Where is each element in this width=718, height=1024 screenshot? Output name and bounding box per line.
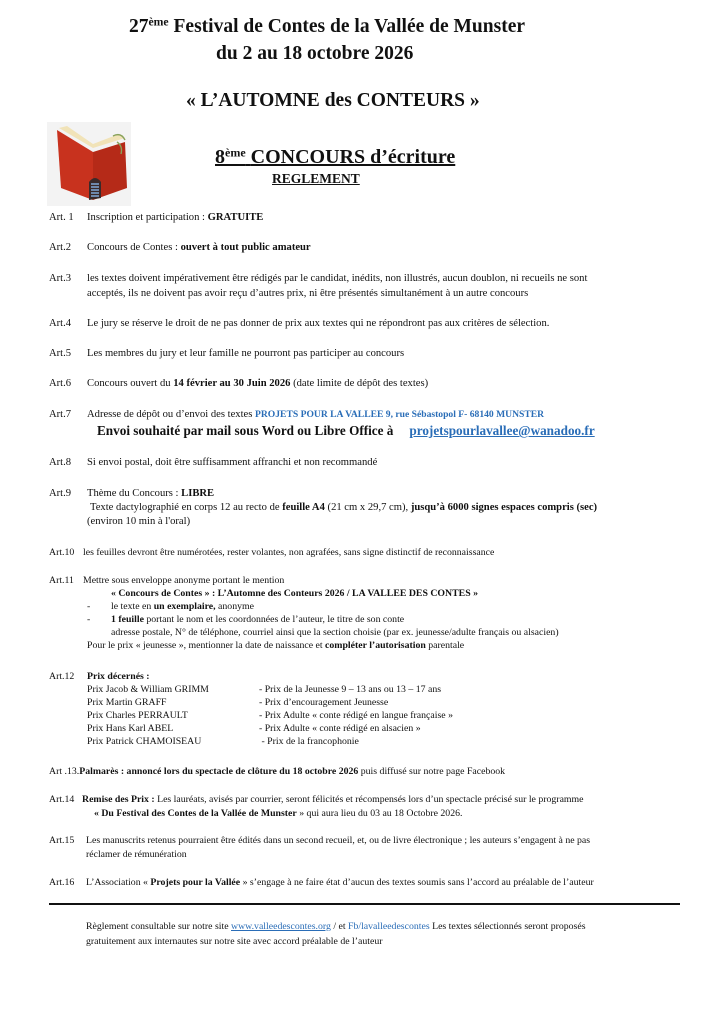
article-number: Art.15 xyxy=(49,835,75,846)
article-text: Pour le prix « jeunesse », mentionner la date de naissance et xyxy=(87,640,326,651)
postal-address: PROJETS POUR LA VALLEE 9, rue Sébastopol F- 68140 MUNSTER xyxy=(255,409,545,420)
prize-description: - Prix de la Jeunesse 9 – 13 ans ou 13 – 17 ans xyxy=(259,684,442,695)
article-number: Art.2 xyxy=(49,242,72,253)
contest-number: 8 xyxy=(215,146,225,168)
article-text: Si envoi postal, doit être suffisamment affranchi et non recommandé xyxy=(87,457,378,468)
prize-name: Prix Jacob & William GRIMM xyxy=(87,684,209,695)
prizes-title: Prix décernés : xyxy=(87,671,150,682)
edition-number: 27 xyxy=(129,16,149,37)
article-number: Art.14 xyxy=(49,794,75,805)
contest-title xyxy=(215,146,455,169)
article-13 xyxy=(49,765,709,780)
article-text: réclamer de rémunération xyxy=(86,849,187,860)
article-text: » s’engage à ne faire état d’aucun des textes soumis sans l’accord au préalable de l’auteur xyxy=(240,877,594,888)
article-number: Art.5 xyxy=(49,348,72,359)
article-number: Art. 1 xyxy=(49,212,74,223)
article-text: Les manuscrits retenus pourraient être édités dans un second recueil, et, ou de livre électronique ; les auteurs s’engagent à ne pas xyxy=(86,835,591,846)
article-number: Art.11 xyxy=(49,575,74,586)
contest-suffix: ème xyxy=(225,145,246,160)
article-text: Thème du Concours : xyxy=(87,488,182,499)
article-text: Texte dactylographié en corps 12 au recto de xyxy=(90,502,283,513)
article-text: Les membres du jury et leur famille ne pourront pas participer au concours xyxy=(87,348,405,359)
prize-description: - Prix d’encouragement Jeunesse xyxy=(259,697,389,708)
reglement-heading: REGLEMENT xyxy=(272,171,360,186)
article-text: » qui aura lieu du 03 au 18 Octobre 2026. xyxy=(296,808,463,819)
facebook-link[interactable]: Fb/lavalleedescontes xyxy=(348,921,430,932)
festival-title xyxy=(129,16,525,38)
article-number: Art.12 xyxy=(49,671,75,682)
article-number: Art .13. xyxy=(49,766,80,777)
article-number: Art.10 xyxy=(49,547,75,558)
bullet-dash: - xyxy=(87,601,91,612)
article-number: Art.3 xyxy=(49,273,72,284)
article-bold: 1 feuille xyxy=(111,614,144,625)
article-text: les textes doivent impérativement être rédigés par le candidat, inédits, non illustrés, aucun doublon, ni recueils ne sont xyxy=(87,273,588,284)
article-text: adresse postale, N° de téléphone, courriel ainsi que la section choisie (par ex. jeunesse/adulte français ou alsacien) xyxy=(111,627,559,638)
prize-description: - Prix Adulte « conte rédigé en langue française » xyxy=(259,710,453,721)
footer-note xyxy=(86,920,686,949)
footer-text: gratuitement aux internautes sur notre site avec accord préalable de l’auteur xyxy=(86,935,383,947)
footer-text: Les textes sélectionnés seront proposés xyxy=(429,921,586,932)
article-text: (date limite de dépôt des textes) xyxy=(290,378,429,389)
article-number: Art.8 xyxy=(49,457,72,468)
prize-description: - Prix de la francophonie xyxy=(259,736,359,747)
festival-dates: du 2 au 18 octobre 2026 xyxy=(216,43,414,64)
footer-text: / et xyxy=(330,921,349,932)
article-bold: compléter l’autorisation xyxy=(325,640,426,651)
article-text: puis diffusé sur notre page Facebook xyxy=(358,766,506,777)
prize-name: Prix Martin GRAFF xyxy=(87,697,167,708)
prize-name: Prix Patrick CHAMOISEAU xyxy=(87,736,202,747)
article-number: Art.9 xyxy=(49,488,72,499)
article-bold: LIBRE xyxy=(181,488,215,499)
footer-divider xyxy=(49,903,680,905)
mail-instruction: Envoi souhaité par mail sous Word ou Libre Office à xyxy=(97,423,394,438)
article-text: anonyme xyxy=(215,601,254,612)
festival-theme: « L’AUTOMNE des CONTEURS » xyxy=(186,90,480,111)
article-text: Adresse de dépôt ou d’envoi des textes xyxy=(87,409,255,420)
article-text: parentale xyxy=(425,640,465,651)
article-bold: 14 février au 30 Juin 2026 xyxy=(173,378,291,389)
email-link[interactable]: projetspourlavallee@wanadoo.fr xyxy=(409,423,595,438)
article-text: L’Association « xyxy=(86,877,151,888)
article-text: Les lauréats, avisés par courrier, seront félicités et récompensés lors d’un spectacle précisé sur le programme xyxy=(154,794,584,805)
website-link[interactable]: www.valleedescontes.org xyxy=(231,921,331,932)
article-text: acceptés, ils ne doivent pas avoir reçu d’autres prix, ni être présentés simultanément à un autre concours xyxy=(87,288,529,299)
bullet-dash: - xyxy=(87,614,91,625)
article-bold: GRATUITE xyxy=(207,212,264,223)
article-bold: Projets pour la Vallée xyxy=(150,877,241,888)
article-text: Concours de Contes : xyxy=(87,242,181,253)
festival-name: Festival de Contes de la Vallée de Munster xyxy=(173,16,526,37)
article-bold: un exemplaire, xyxy=(153,601,216,612)
article-bold: Remise des Prix : xyxy=(82,794,155,805)
article-text: Le jury se réserve le droit de ne pas donner de prix aux textes qui ne répondront pas aux critères de sélection. xyxy=(87,318,550,329)
article-number: Art.7 xyxy=(49,409,72,420)
article-bold: « Du Festival des Contes de la Vallée de Munster xyxy=(94,808,297,819)
prize-description: - Prix Adulte « conte rédigé en alsacien » xyxy=(259,723,421,734)
red-book-icon xyxy=(47,122,131,206)
article-text: le texte en xyxy=(111,601,154,612)
article-bold: feuille A4 xyxy=(282,502,325,513)
article-bold: « Concours de Contes » : xyxy=(111,588,216,599)
article-text: Mettre sous enveloppe anonyme portant le mention xyxy=(83,575,285,586)
article-number: Art.4 xyxy=(49,318,72,329)
article-bold: Palmarès : annoncé lors du spectacle de clôture du 18 octobre 2026 xyxy=(79,766,359,777)
article-bold: ouvert à tout public amateur xyxy=(180,242,311,253)
contest-name: CONCOURS d’écriture xyxy=(250,146,456,168)
article-bold: jusqu’à 6000 signes espaces compris (sec) xyxy=(410,502,598,513)
edition-suffix: ème xyxy=(148,15,169,29)
article-text: les feuilles devront être numérotées, rester volantes, non agrafées, sans signe distinctif de reconnaissance xyxy=(83,547,495,558)
article-text: (environ 10 min à l'oral) xyxy=(87,516,191,527)
article-number: Art.6 xyxy=(49,378,72,389)
article-text: Concours ouvert du xyxy=(87,378,174,389)
article-bold: L’Automne des Conteurs 2026 / LA VALLEE DES CONTES » xyxy=(215,588,478,599)
article-text: portant le nom et les coordonnées de l’auteur, le titre de son conte xyxy=(143,614,405,625)
footer-text: Règlement consultable sur notre site xyxy=(86,921,232,932)
prize-name: Prix Hans Karl ABEL xyxy=(87,723,174,734)
prize-name: Prix Charles PERRAULT xyxy=(87,710,188,721)
article-number: Art.16 xyxy=(49,877,75,888)
article-text: (21 cm x 29,7 cm), xyxy=(324,502,411,513)
article-text: Inscription et participation : xyxy=(87,212,208,223)
